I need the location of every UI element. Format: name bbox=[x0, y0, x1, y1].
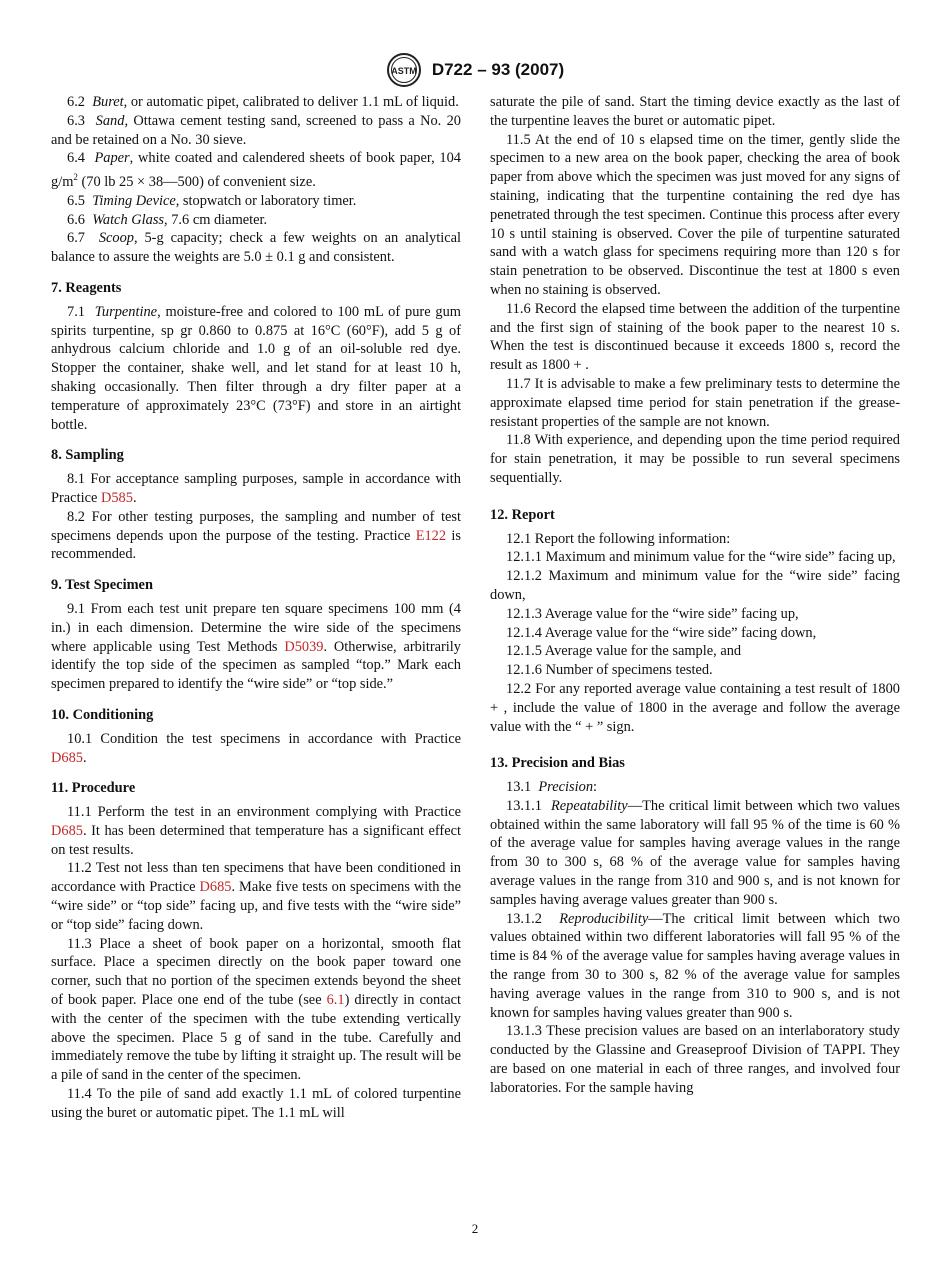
para-6-2: 6.2 Buret, or automatic pipet, calibrated to deliver 1.1 mL of liquid. bbox=[67, 94, 459, 110]
left-column bbox=[51, 93, 461, 1123]
para-12-1-1: 12.1.1 Maximum and minimum value for the “wire side” facing up, bbox=[506, 549, 896, 566]
ref-link-e122[interactable]: E122 bbox=[415, 527, 447, 544]
ref-link-6-1[interactable]: 6.1 bbox=[326, 992, 345, 1009]
para-13-1-3: 13.1.3 These precision values are based on an interlaboratory study conducted by the Glassine and Greaseproof Division of TAPPI. They are based on one material in each of three ranges, and involved four laboratories. For the sample having bbox=[490, 1023, 900, 1096]
para-11-4-continued: saturate the pile of sand. Start the timing device exactly as the last of the turpentine leaves the buret or automatic pipet. bbox=[490, 94, 900, 129]
section-heading-sampling: 8. Sampling bbox=[51, 447, 124, 464]
para-8-1: 8.1 For acceptance sampling purposes, sample in accordance with Practice D585. bbox=[51, 471, 461, 506]
para-11-2: 11.2 Test not less than ten specimens that have been conditioned in accordance with Practice D685. Make five tests on specimens with the “wire side” or “top side” facing up, and five tests with the “wire side” or “top side” facing down. bbox=[51, 860, 461, 933]
para-11-7: 11.7 It is advisable to make a few preliminary tests to determine the approximate elapsed time period for stain penetration if the grease-resistant properties of the sample are not known. bbox=[490, 375, 900, 430]
section-heading-report: 12. Report bbox=[490, 506, 555, 523]
para-6-3: 6.3 Sand, Ottawa cement testing sand, screened to pass a No. 20 and be retained on a No. 30 sieve. bbox=[51, 112, 461, 148]
astm-logo-icon bbox=[386, 52, 422, 88]
section-heading-conditioning: 10. Conditioning bbox=[51, 706, 154, 723]
para-12-1: 12.1 Report the following information: bbox=[506, 530, 731, 547]
para-12-1-2: 12.1.2 Maximum and minimum value for the “wire side” facing down, bbox=[490, 568, 900, 603]
para-9-1: 9.1 From each test unit prepare ten square specimens 100 mm (4 in.) in each dimension. Determine the wire side of the specimens where applicable using Test Methods D5039. Otherwise, arbitrarily identify the top side of the specimen as sampled “top.” Mark each specimen prepared to identify the “wire side” or “top side.” bbox=[51, 600, 461, 693]
document-designation: D722 – 93 (2007) bbox=[431, 60, 565, 79]
para-11-6: 11.6 Record the elapsed time between the addition of the turpentine and the first sign of staining of the book paper to the nearest 10 s. When the test is discontinued because it exceeds 1800 s, record the result as 1800 + . bbox=[490, 300, 900, 374]
ref-link-d685[interactable]: D685 bbox=[51, 749, 83, 766]
section-heading-procedure: 11. Procedure bbox=[51, 780, 136, 797]
para-7-1: 7.1 Turpentine, moisture-free and colored to 100 mL of pure gum spirits turpentine, sp gr 0.860 to 0.875 at 16°C (60°F), add 5 g of anhydrous calcium chloride and 1.0 g of an oil-soluble red dye. Stopper the container, shake well, and let stand for at least 10 h, shaking occasionally. Then filter through a dry filter paper at a temperature of approximately 23°C (73°F) and store in an airtight bottle. bbox=[51, 303, 461, 433]
svg-text:ASTM: ASTM bbox=[391, 66, 417, 76]
para-10-1: 10.1 Condition the test specimens in accordance with Practice D685. bbox=[51, 730, 461, 766]
ref-link-d685[interactable]: D685 bbox=[51, 822, 83, 839]
ref-link-d685[interactable]: D685 bbox=[199, 879, 232, 896]
ref-link-d5039[interactable]: D5039 bbox=[284, 638, 324, 655]
para-13-1: 13.1 Precision: bbox=[506, 779, 598, 796]
para-12-1-3: 12.1.3 Average value for the “wire side” facing up, bbox=[506, 605, 799, 622]
para-13-1-1: 13.1.1 Repeatability—The critical limit between which two values obtained within the same laboratory will fall 95 % of the time is 60 % of the average value for samples having average values in the range from 30 to 300 s, 68 % of the average value for samples having average values in the range from 310 and 900 s, and is not known for samples having average values greater than 900 s. bbox=[490, 797, 900, 908]
para-6-6: 6.6 Watch Glass, 7.6 cm diameter. bbox=[67, 211, 268, 228]
para-6-4: 6.4 Paper, white coated and calendered sheets of book paper, 104 $g/m^2$ (70 lb 25 × 38—500) of convenient size. bbox=[51, 150, 461, 190]
para-6-7: 6.7 Scoop, 5-g capacity; check a few weights on an analytical balance to assure the weights are 5.0 ± 0.1 g and consistent. bbox=[51, 230, 461, 266]
section-heading-test-specimen: 9. Test Specimen bbox=[51, 577, 153, 594]
ref-link-d585[interactable]: D585 bbox=[100, 489, 133, 506]
para-6-5: 6.5 Timing Device, stopwatch or laboratory timer. bbox=[67, 192, 357, 209]
para-11-5: 11.5 At the end of 10 s elapsed time on the timer, gently slide the specimen to a new area on the book paper, checking the area of book paper from above which the specimen was just moved for any signs of staining, indicating that the turpentine containing the red dye has penetrated through the test specimen. Continue this process after every 10 s until staining is observed. Cover the pile of turpentine saturated sand with a watch glass for specimens requiring more than 120 s for stain penetration to be observed. Discontinue the test at 1800 s even when no staining is observed. bbox=[490, 131, 900, 298]
para-11-4: 11.4 To the pile of sand add exactly 1.1 mL of colored turpentine using the buret or automatic pipet. The 1.1 mL will bbox=[51, 1086, 461, 1121]
para-12-1-4: 12.1.4 Average value for the “wire side” facing down, bbox=[506, 624, 817, 641]
section-heading-precision-bias: 13. Precision and Bias bbox=[490, 755, 625, 772]
para-11-8: 11.8 With experience, and depending upon the time period required for stain penetration, it may be possible to run several specimens sequentially. bbox=[490, 432, 900, 486]
page-header bbox=[0, 52, 950, 88]
para-12-1-5: 12.1.5 Average value for the sample, and bbox=[506, 643, 742, 660]
para-13-1-2: 13.1.2 Reproducibility—The critical limit between which two values obtained within two different laboratories will fall 95 % of the time is 84 % of the average value for samples having average values in the range from 30 to 300 s, 82 % of the average value for samples having average values in the range from 310 to 900 s, and is not known for samples having values greater than 900 s. bbox=[490, 910, 900, 1021]
para-12-2: 12.2 For any reported average value containing a test result of 1800 + , include the value of 1800 in the average and follow the average value with the “ + ” sign. bbox=[490, 680, 900, 735]
para-11-3: 11.3 Place a sheet of book paper on a horizontal, smooth flat surface. Place a specimen directly on the book paper toward one corner, such that no portion of the specimen extends beyond the sheet of book paper. Place one end of the tube (see 6.1) directly in contact with the center of the specimen with the tube extending vertically above the specimen. Place 5 g of sand in the tube. Carefully and immediately remove the tube by lifting it straight up. The result will be a pile of sand in the center of the specimen. bbox=[51, 935, 461, 1084]
para-8-2: 8.2 For other testing purposes, the sampling and number of test specimens depends upon the purpose of the testing. Practice E122 is recommended. bbox=[51, 508, 461, 563]
section-heading-reagents: 7. Reagents bbox=[51, 279, 122, 296]
page-number: 2 bbox=[471, 1221, 479, 1236]
para-12-1-6: 12.1.6 Number of specimens tested. bbox=[506, 662, 713, 679]
para-11-1: 11.1 Perform the test in an environment complying with Practice D685. It has been determined that temperature has a significant effect on test results. bbox=[51, 804, 461, 858]
right-column bbox=[490, 93, 900, 1098]
